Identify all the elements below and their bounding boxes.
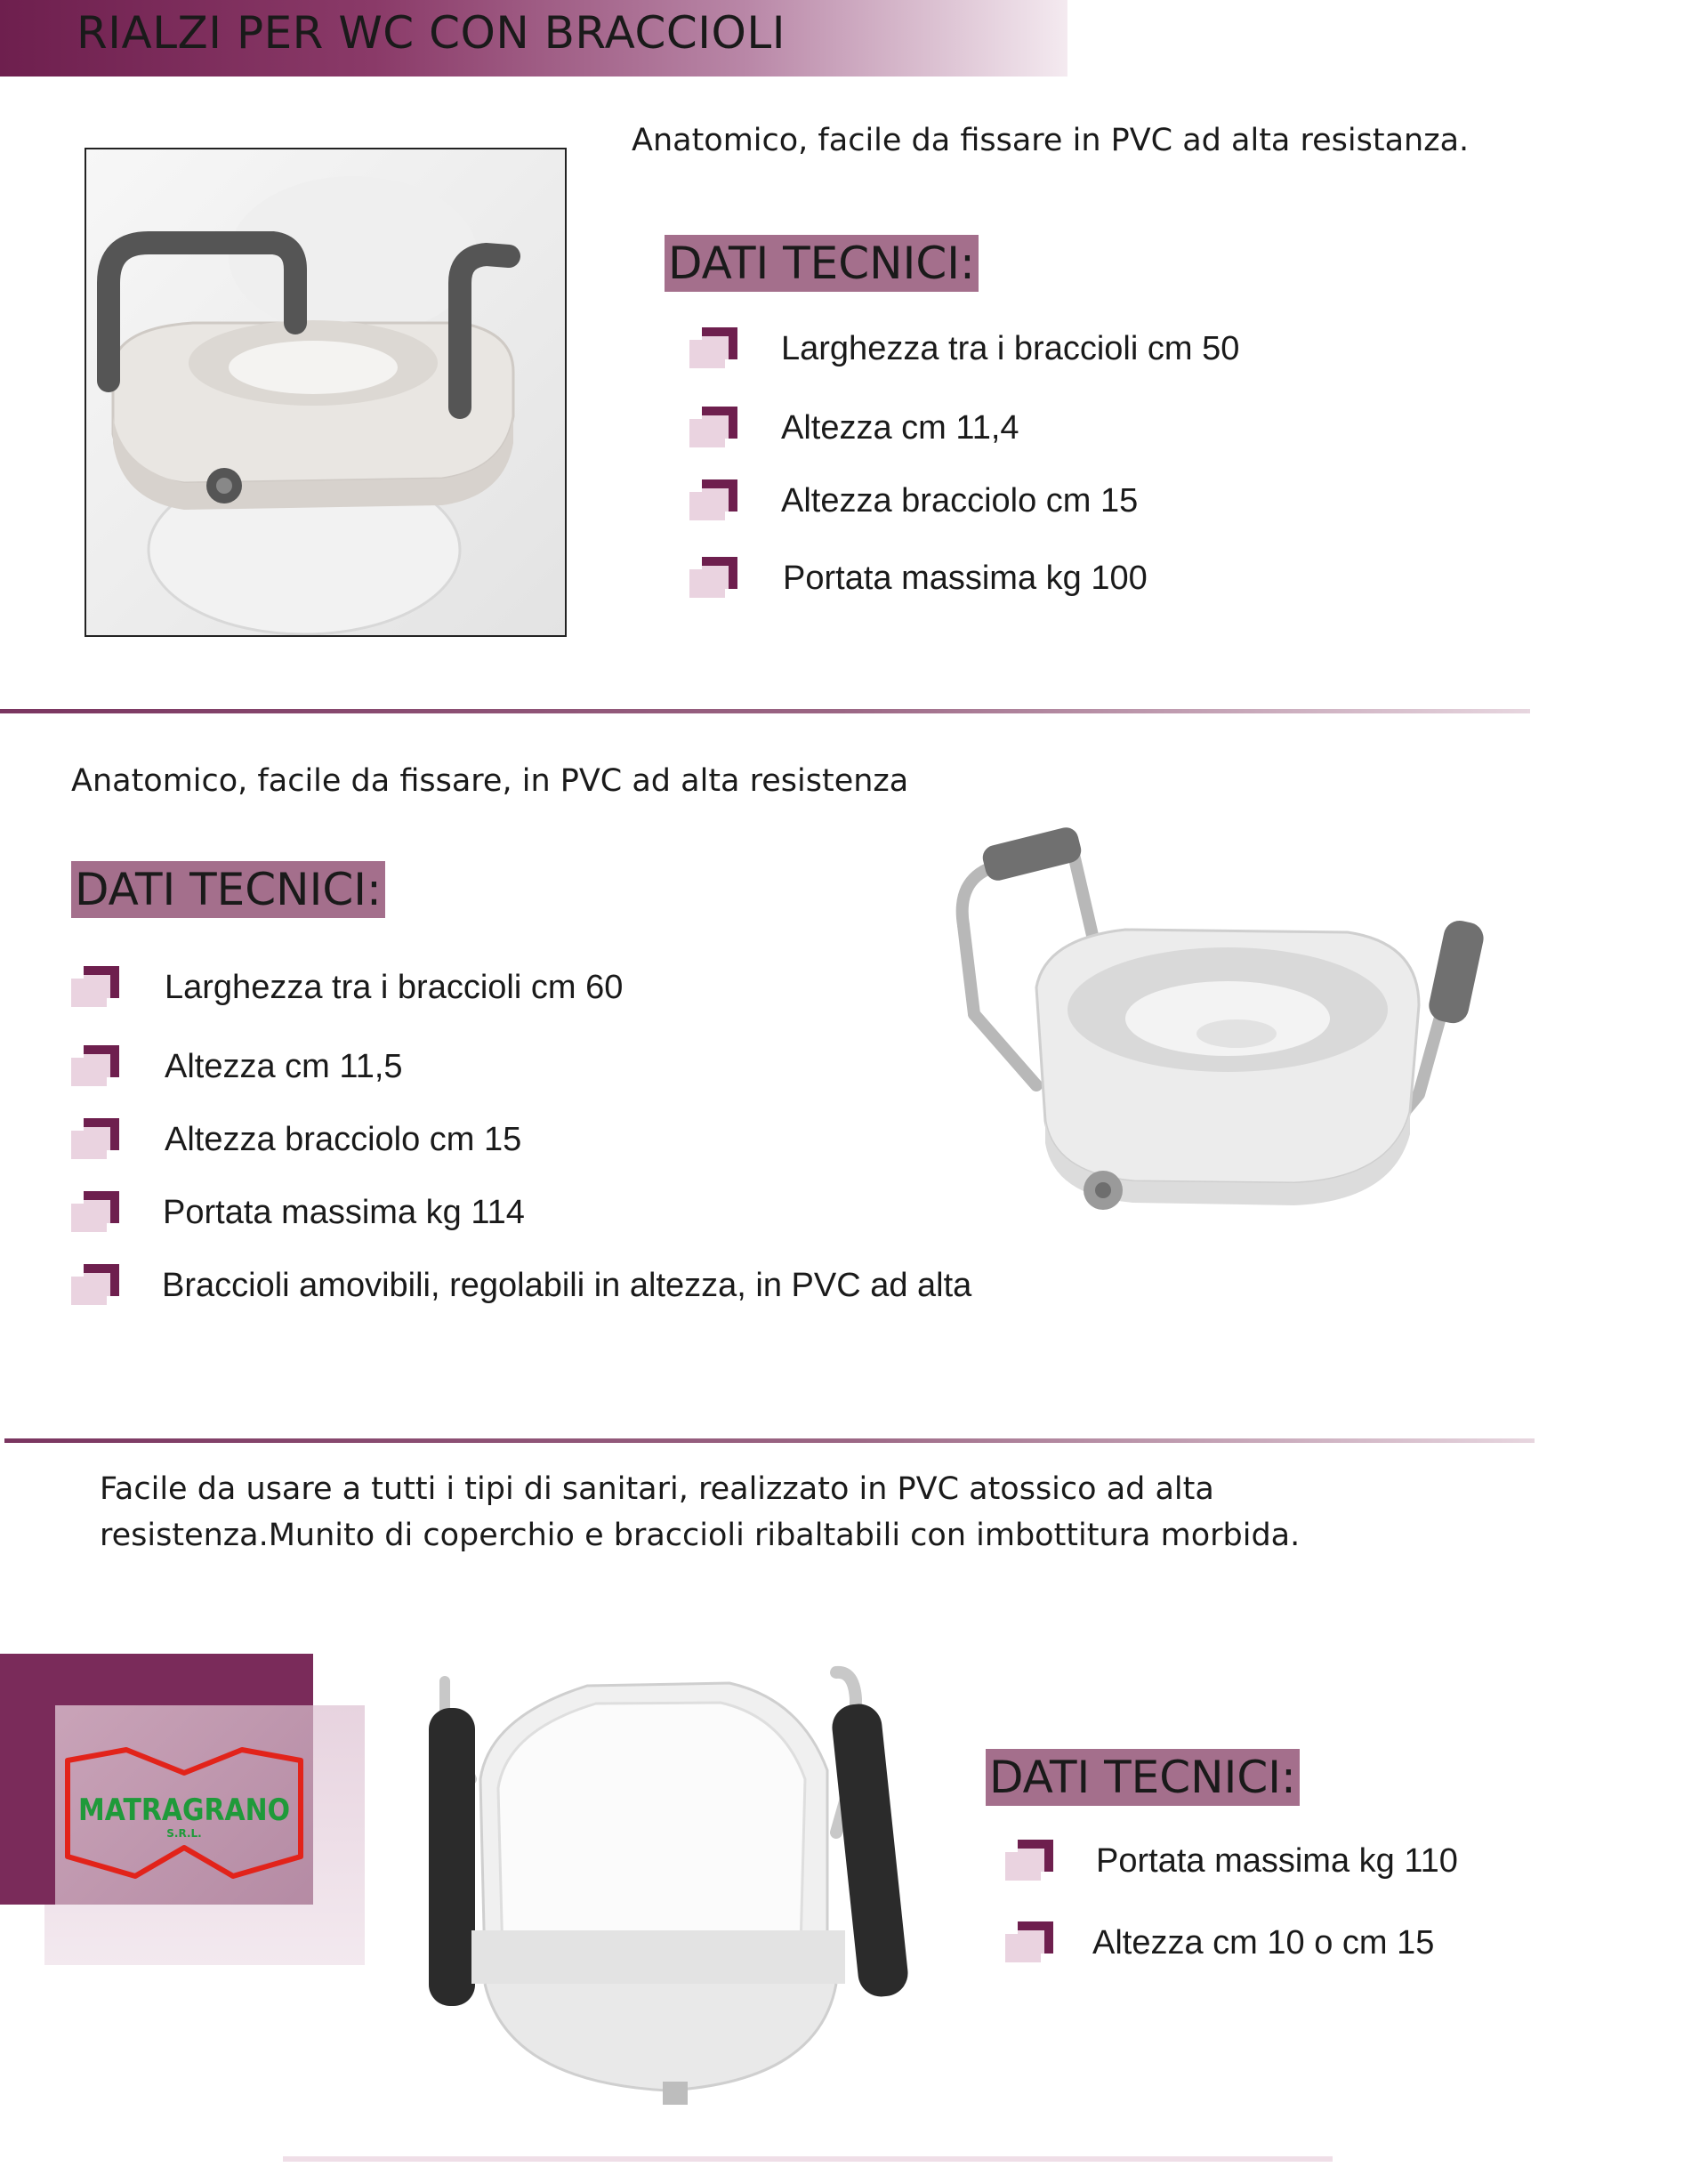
square-bullet-icon: [689, 479, 743, 520]
spec-text: Larghezza tra i braccioli cm 50: [781, 330, 1240, 367]
square-bullet-icon: [1005, 1840, 1059, 1881]
product-1-specs-label: DATI TECNICI:: [665, 235, 979, 292]
square-bullet-icon: [71, 1045, 125, 1086]
spec-text: Braccioli amovibili, regolabili in altezza, in PVC ad alta: [162, 1267, 972, 1304]
spec-text: Altezza bracciolo cm 15: [165, 1121, 522, 1158]
square-bullet-icon: [71, 1118, 125, 1159]
spec-text: Portata massima kg 114: [163, 1194, 525, 1231]
product-3-intro-line-1: Facile da usare a tutti i tipi di sanitari, realizzato in PVC atossico ad alta: [100, 1471, 1214, 1507]
spec-text: Altezza cm 10 o cm 15: [1092, 1924, 1435, 1962]
logo-panel: [0, 1654, 365, 1965]
product-3-specs-label: DATI TECNICI:: [986, 1749, 1300, 1806]
product-1-intro: Anatomico, facile da fissare in PVC ad alta resistanza.: [632, 123, 1470, 158]
product-2-intro: Anatomico, facile da fissare, in PVC ad alta resistenza: [71, 763, 909, 799]
square-bullet-icon: [689, 407, 743, 447]
square-bullet-icon: [71, 966, 125, 1007]
bottom-divider: [283, 2156, 1333, 2162]
product-2-spec-list: [71, 966, 1005, 1313]
product-3-seat-illustration: [409, 1664, 934, 2117]
spec-text: Portata massima kg 110: [1096, 1842, 1458, 1880]
square-bullet-icon: [71, 1191, 125, 1232]
spec-text: Altezza cm 11,4: [781, 409, 1019, 447]
square-bullet-icon: [1005, 1921, 1059, 1962]
spec-text: Larghezza tra i braccioli cm 60: [165, 969, 624, 1006]
section-divider: [0, 709, 1530, 713]
logo-wordmark: MATRAGRANO: [78, 1792, 290, 1828]
product-3-spec-list: [1005, 1840, 1503, 1982]
page-title: RIALZI PER WC CON BRACCIOLI: [77, 7, 786, 59]
spec-text: Portata massima kg 100: [783, 560, 1148, 597]
product-3-intro-line-2: resistenza.Munito di coperchio e braccioli ribaltabili con imbottitura morbida.: [100, 1518, 1301, 1553]
square-bullet-icon: [689, 327, 743, 368]
logo-subtitle: S.R.L.: [166, 1827, 202, 1840]
matragrano-logo: [64, 1743, 304, 1885]
product-1-photo: [85, 148, 567, 637]
spec-text: Altezza bracciolo cm 15: [781, 482, 1139, 520]
section-divider: [4, 1438, 1535, 1443]
spec-text: Altezza cm 11,5: [165, 1048, 403, 1085]
product-1-spec-list: [689, 327, 1240, 612]
product-2-specs-label: DATI TECNICI:: [71, 861, 385, 918]
product-2-seat-illustration: [939, 827, 1526, 1254]
square-bullet-icon: [71, 1264, 125, 1305]
square-bullet-icon: [689, 557, 743, 598]
product-1-seat-illustration: [86, 149, 565, 635]
